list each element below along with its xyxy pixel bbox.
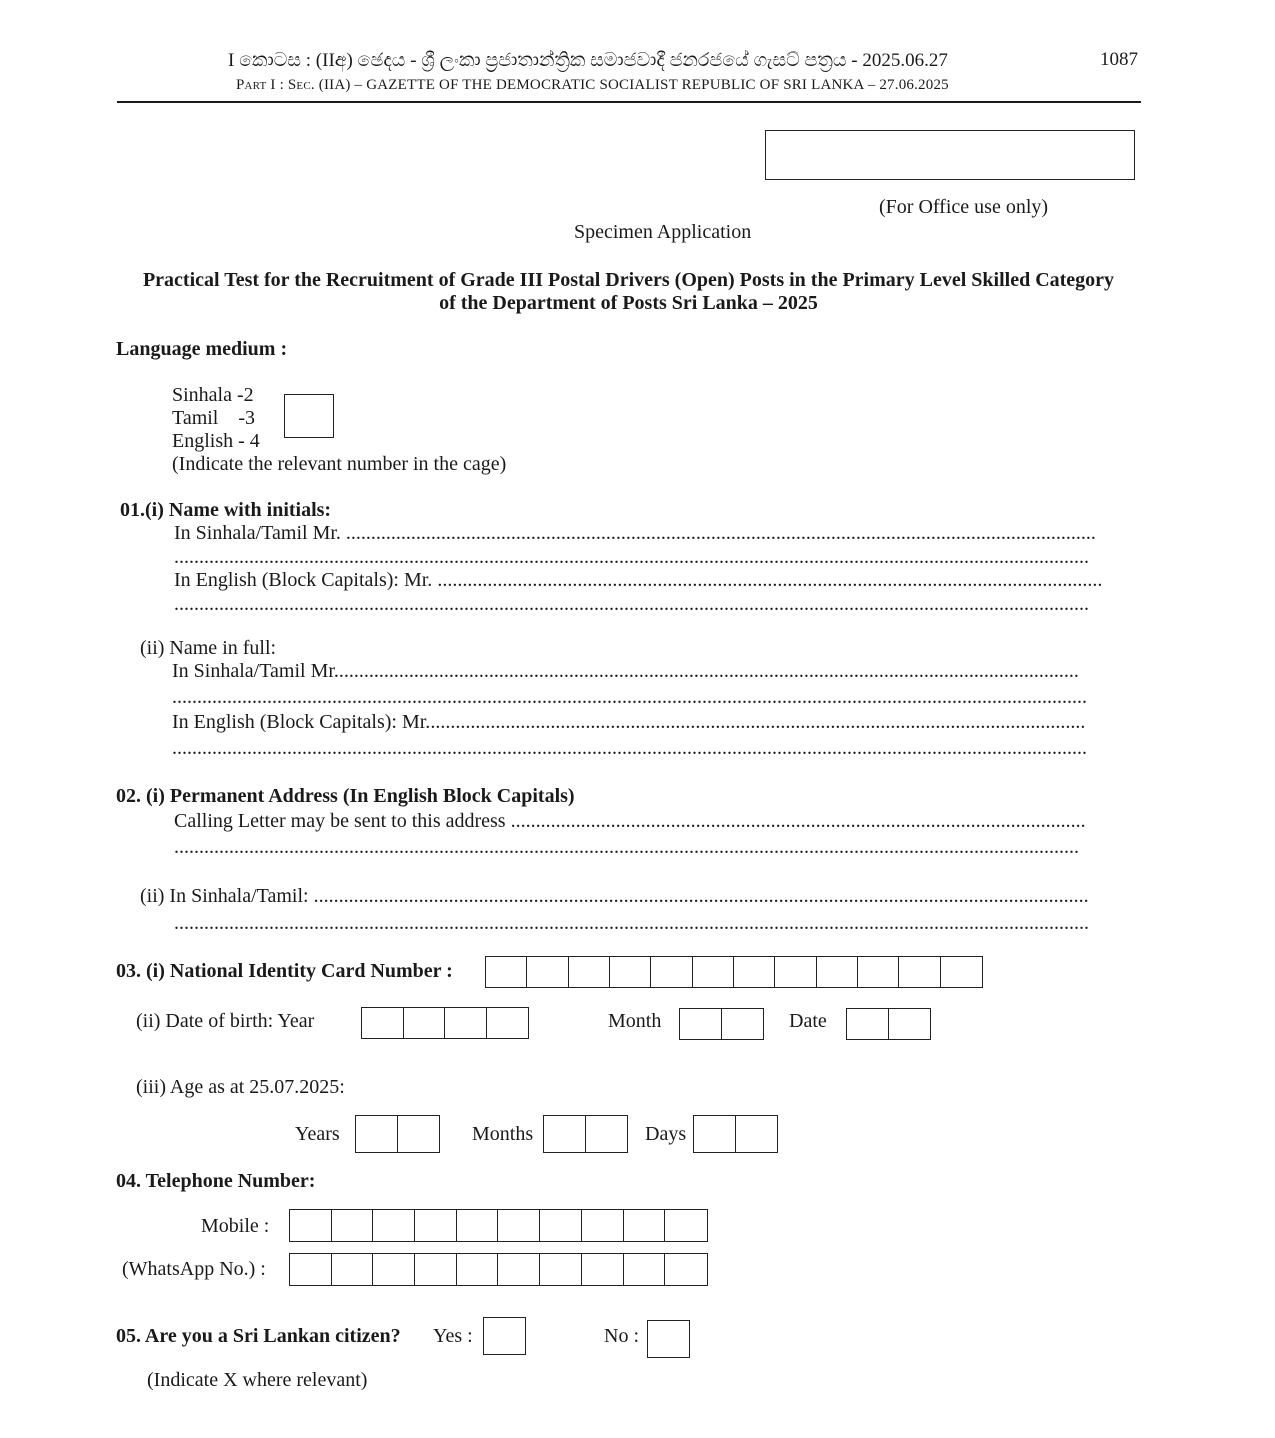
input-cell[interactable] [373, 1210, 415, 1241]
age-years-cells[interactable] [355, 1115, 440, 1153]
citizen-no-box[interactable] [647, 1320, 690, 1358]
input-cell[interactable] [775, 957, 816, 987]
q02-heading: 02. (i) Permanent Address (In English Block Capitals) [116, 785, 575, 807]
input-cell[interactable] [540, 1210, 582, 1241]
input-cell[interactable] [734, 957, 775, 987]
language-medium-heading: Language medium : [116, 338, 288, 360]
language-option-english: English - 4 [172, 430, 260, 452]
dotted-fill: ....................................................................................................................................................................................... [172, 686, 1087, 708]
citizen-no-label: No : [604, 1325, 639, 1347]
input-cell[interactable] [290, 1210, 332, 1241]
input-cell[interactable] [693, 957, 734, 987]
office-use-label: (For Office use only) [879, 196, 1049, 218]
nic-number-cells[interactable] [485, 956, 983, 988]
q01-initials-sinhala-label: In Sinhala/Tamil Mr. [174, 522, 346, 544]
input-cell[interactable] [415, 1210, 457, 1241]
q04-heading: 04. Telephone Number: [116, 1170, 316, 1192]
input-cell[interactable] [373, 1254, 415, 1285]
q02-address-line[interactable] [174, 810, 1090, 833]
input-cell[interactable] [651, 957, 692, 987]
input-cell[interactable] [498, 1254, 540, 1285]
q01-fullname-sinhala-line[interactable] [172, 660, 1088, 683]
age-years-label: Years [295, 1123, 340, 1145]
input-cell[interactable] [582, 1254, 624, 1285]
q01-fullname-sinhala-label: In Sinhala/Tamil Mr. [172, 660, 339, 682]
q02-ii-label: (ii) In Sinhala/Tamil: [140, 885, 314, 907]
input-cell[interactable] [445, 1008, 487, 1038]
dotted-fill: ....................................................................................................................................................................................... [172, 737, 1087, 759]
age-label: (iii) Age as at 25.07.2025: [136, 1076, 345, 1098]
language-option-sinhala: Sinhala -2 [172, 384, 254, 406]
input-cell[interactable] [457, 1254, 499, 1285]
input-cell[interactable] [817, 957, 858, 987]
dotted-fill: ....................................................................................................................................................................................... [174, 546, 1089, 568]
citizen-yes-label: Yes : [433, 1325, 473, 1347]
input-cell[interactable] [527, 957, 568, 987]
dob-year-cells[interactable] [361, 1007, 529, 1039]
input-cell[interactable] [544, 1116, 586, 1152]
language-option-tamil: Tamil -3 [172, 407, 256, 429]
mobile-number-cells[interactable] [289, 1209, 708, 1242]
header-divider [117, 101, 1141, 103]
input-cell[interactable] [415, 1254, 457, 1285]
input-cell[interactable] [610, 957, 651, 987]
input-cell[interactable] [665, 1210, 707, 1241]
q01-ii-label: (ii) Name in full: [140, 637, 277, 659]
q02-sinhala-address-line2[interactable] [174, 912, 1094, 935]
input-cell[interactable] [457, 1210, 499, 1241]
q02-sinhala-address-line[interactable] [140, 885, 1090, 908]
dotted-fill: ...................................................................................................................................................... [345, 522, 1096, 544]
q01-heading: 01.(i) Name with initials: [120, 499, 332, 521]
age-months-label: Months [472, 1123, 534, 1145]
input-cell[interactable] [665, 1254, 707, 1285]
dob-label: (ii) Date of birth: Year [136, 1010, 315, 1032]
input-cell[interactable] [569, 957, 610, 987]
mobile-label: Mobile : [201, 1215, 270, 1237]
input-cell[interactable] [694, 1116, 736, 1152]
language-note: (Indicate the relevant number in the cage) [172, 453, 507, 475]
q01-initials-sinhala-line2[interactable] [174, 546, 1094, 569]
input-cell[interactable] [858, 957, 899, 987]
gazette-header-english [236, 77, 949, 94]
input-cell[interactable] [398, 1116, 440, 1152]
input-cell[interactable] [847, 1009, 889, 1039]
input-cell[interactable] [290, 1254, 332, 1285]
page-number: 1087 [1100, 49, 1138, 70]
specimen-label: Specimen Application [574, 221, 752, 243]
citizen-yes-box[interactable] [483, 1317, 526, 1355]
language-cage[interactable] [284, 394, 334, 438]
part-section-label: Part I : Sec. [236, 77, 315, 93]
age-days-label: Days [645, 1123, 687, 1145]
whatsapp-number-cells[interactable] [289, 1253, 708, 1286]
input-cell[interactable] [889, 1009, 931, 1039]
input-cell[interactable] [404, 1008, 446, 1038]
q03-heading: 03. (i) National Identity Card Number : [116, 960, 453, 982]
dotted-fill: ................................................................................................................... [510, 810, 1086, 832]
dob-date-cells[interactable] [846, 1008, 931, 1040]
dotted-fill: ....................................................................................................................................................................................... [174, 912, 1089, 934]
input-cell[interactable] [624, 1210, 666, 1241]
input-cell[interactable] [582, 1210, 624, 1241]
dotted-fill: ................................................................................................................................... [430, 711, 1086, 733]
dob-date-label: Date [789, 1010, 827, 1032]
input-cell[interactable] [332, 1210, 374, 1241]
dotted-fill: ....................................................................................................................................................................................... [174, 593, 1089, 615]
dotted-fill: ..................................................................................................................................................................................... [174, 836, 1079, 858]
input-cell[interactable] [498, 1210, 540, 1241]
input-cell[interactable] [487, 1008, 529, 1038]
input-cell[interactable] [332, 1254, 374, 1285]
dob-month-cells[interactable] [679, 1008, 764, 1040]
input-cell[interactable] [899, 957, 940, 987]
citizen-note: (Indicate X where relevant) [147, 1369, 368, 1391]
gazette-header-sinhala: I කොටස : (IIඅ) ඡෙදය - ශ්‍රී ලංකා ප්‍රජාතාන්ත්‍රික සමාජවාදී ජනරජයේ ගැසට් පත්‍රය - 2025.06.27 [228, 50, 948, 71]
input-cell[interactable] [486, 957, 527, 987]
input-cell[interactable] [680, 1009, 722, 1039]
q01-fullname-english-line2[interactable] [172, 737, 1092, 760]
dotted-fill: .................................................................................................................................................... [338, 660, 1079, 682]
q01-initials-english-line2[interactable] [174, 593, 1094, 616]
dob-month-label: Month [608, 1010, 662, 1032]
input-cell[interactable] [624, 1254, 666, 1285]
dotted-fill: ..................................................................................................................................... [437, 569, 1102, 591]
age-days-cells[interactable] [693, 1115, 778, 1153]
form-title-line1: Practical Test for the Recruitment of Grade III Postal Drivers (Open) Posts in the Primary Level Skilled Category [142, 269, 1115, 291]
q02-calling-label: Calling Letter may be sent to this address [174, 810, 511, 832]
q01-initials-english-line[interactable] [174, 569, 1102, 592]
input-cell[interactable] [362, 1008, 404, 1038]
dotted-fill: ........................................................................................................................................................... [313, 885, 1089, 907]
gazette-title: (IIA) – GAZETTE OF THE DEMOCRATIC SOCIALIST REPUBLIC OF SRI LANKA – 27.06.2025 [318, 77, 949, 93]
q01-fullname-english-line[interactable] [172, 711, 1090, 734]
q02-address-line2[interactable] [174, 836, 1088, 859]
form-title-line2: of the Department of Posts Sri Lanka – 2025 [439, 292, 818, 314]
whatsapp-label: (WhatsApp No.) : [122, 1258, 266, 1280]
input-cell[interactable] [356, 1116, 398, 1152]
q05-heading: 05. Are you a Sri Lankan citizen? [116, 1325, 401, 1347]
input-cell[interactable] [722, 1009, 764, 1039]
q01-fullname-english-label: In English (Block Capitals): Mr. [172, 711, 431, 733]
age-months-cells[interactable] [543, 1115, 628, 1153]
input-cell[interactable] [540, 1254, 582, 1285]
q01-initials-english-label: In English (Block Capitals): Mr. [174, 569, 438, 591]
input-cell[interactable] [586, 1116, 628, 1152]
q01-initials-sinhala-line[interactable] [174, 522, 1100, 545]
office-use-box[interactable] [765, 130, 1135, 180]
q01-fullname-sinhala-line2[interactable] [172, 686, 1092, 709]
input-cell[interactable] [941, 957, 982, 987]
input-cell[interactable] [736, 1116, 778, 1152]
